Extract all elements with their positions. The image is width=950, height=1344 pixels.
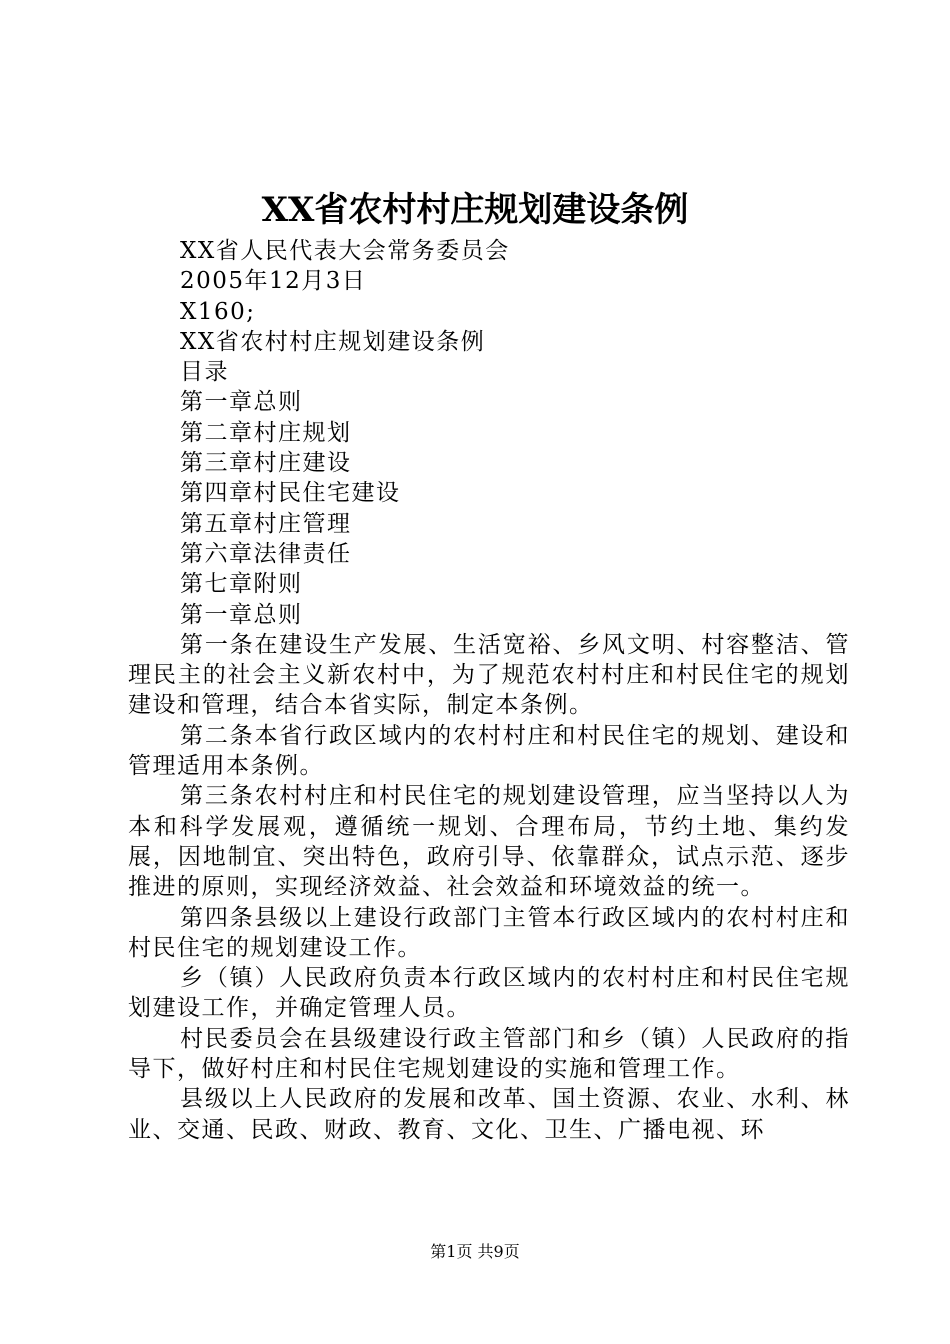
toc-item: 第一章总则 [180, 389, 303, 416]
article-paragraph: 乡（镇）人民政府负责本行政区域内的农村村庄和村民住宅规划建设工作，并确定管理人员。 [128, 965, 850, 1022]
document-subtitle: XX省农村村庄规划建设条例 [180, 328, 486, 355]
toc-item: 第五章村庄管理 [180, 510, 352, 537]
article-paragraph: 第四条县级以上建设行政部门主管本行政区域内的农村村庄和村民住宅的规划建设工作。 [128, 904, 850, 961]
article-paragraph: 第二条本省行政区域内的农村村庄和村民住宅的规划、建设和管理适用本条例。 [128, 722, 850, 780]
toc-item: 第四章村民住宅建设 [180, 480, 401, 507]
toc-item: 第二章村庄规划 [180, 419, 352, 446]
toc-item: 第七章附则 [180, 571, 303, 598]
toc-item: 第六章法律责任 [180, 540, 352, 567]
page-indicator: 第1页 共9页 [430, 1242, 520, 1261]
document-body [128, 236, 850, 1145]
toc-item: 第三章村庄建设 [180, 450, 352, 477]
toc-heading: 目录 [180, 359, 229, 386]
article-paragraph: 第一条在建设生产发展、生活宽裕、乡风文明、村容整洁、管理民主的社会主义新农村中，为了规范农村村庄和村民住宅的规划建设和管理，结合本省实际，制定本条例。 [128, 631, 850, 719]
document-code: X160; [180, 298, 256, 325]
issue-date: 2005年12月3日 [180, 268, 367, 295]
chapter-heading: 第一章总则 [180, 601, 303, 628]
issuing-body: XX省人民代表大会常务委员会 [180, 238, 510, 264]
document-title: XX省农村村庄规划建设条例 [261, 190, 689, 230]
article-paragraph: 第三条农村村庄和村民住宅的规划建设管理，应当坚持以人为本和科学发展观，遵循统一规划、合理布局，节约土地、集约发展，因地制宜、突出特色，政府引导、依靠群众，试点示范、逐步推进的原则，实现经济效益、社会效益和环境效益的统一。 [128, 783, 850, 901]
article-paragraph: 县级以上人民政府的发展和改革、国土资源、农业、水利、林业、交通、民政、财政、教育、文化、卫生、广播电视、环 [128, 1086, 850, 1143]
article-paragraph: 村民委员会在县级建设行政主管部门和乡（镇）人民政府的指导下，做好村庄和村民住宅规划建设的实施和管理工作。 [128, 1025, 850, 1083]
